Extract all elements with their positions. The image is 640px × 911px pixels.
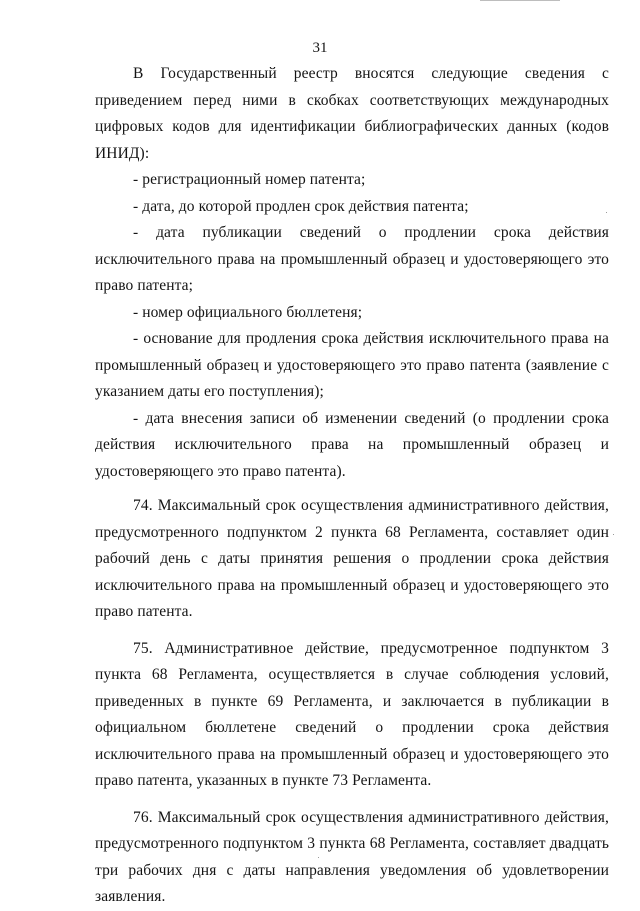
list-item-patent-number: - регистрационный номер патента; xyxy=(133,171,366,188)
list-item-publication-date: - дата публикации сведений о продлении срока действия исключительного права на промышленный образец и удостоверяющего это право патента; xyxy=(95,224,609,294)
clause-76: 76. Максимальный срок осуществления административного действия, предусмотренного подпунктом 3 пункта 68 Регламента, составляет двадцать три рабочих дня с даты направления уведомления об удовлетворении заявления. xyxy=(95,808,609,905)
list-item-bulletin-number: - номер официального бюллетеня; xyxy=(133,303,363,321)
list-item-record-date: - дата внесения записи об изменении сведений (о продлении срока действия исключительного права на промышленный образец и удостоверяющего это право патента). xyxy=(95,409,609,480)
scan-speck xyxy=(606,212,607,213)
list-item-extension-basis: - основание для продления срока действия исключительного права на промышленный образец и удостоверяющего это право патента (заявление с указанием даты его поступления); xyxy=(95,330,609,400)
page-number: 31 xyxy=(312,40,328,56)
list-item-extended-date: - дата, до которой продлен срок действия патента; xyxy=(133,197,469,215)
scan-speck xyxy=(318,857,319,858)
paragraph-registry-intro: В Государственный реестр вносятся следующие сведения с приведением перед ними в скобках соответствующих международных цифровых кодов для идентификации библиографических данных (кодов ИНИД): xyxy=(95,65,609,162)
document-body xyxy=(95,61,609,911)
clause-75: 75. Административное действие, предусмотренное подпунктом 3 пункта 68 Регламента, осуществляется в случае соблюдения условий, приведенных в пункте 69 Регламента, и заключается в публикации в официальном бюллетене сведений о продлении срока действия исключительного права на промышленный образец и удостоверяющего это право патента, указанных в пункте 73 Регламента. xyxy=(95,639,609,789)
scan-edge-mark xyxy=(480,0,560,1)
clause-74: 74. Максимальный срок осуществления административного действия, предусмотренного подпунктом 2 пункта 68 Регламента, составляет один рабочий день с даты принятия решения о продлении срока действия исключительного права на промышленный образец и удостоверяющего это право патента. xyxy=(95,497,609,620)
scan-speck xyxy=(613,534,614,535)
